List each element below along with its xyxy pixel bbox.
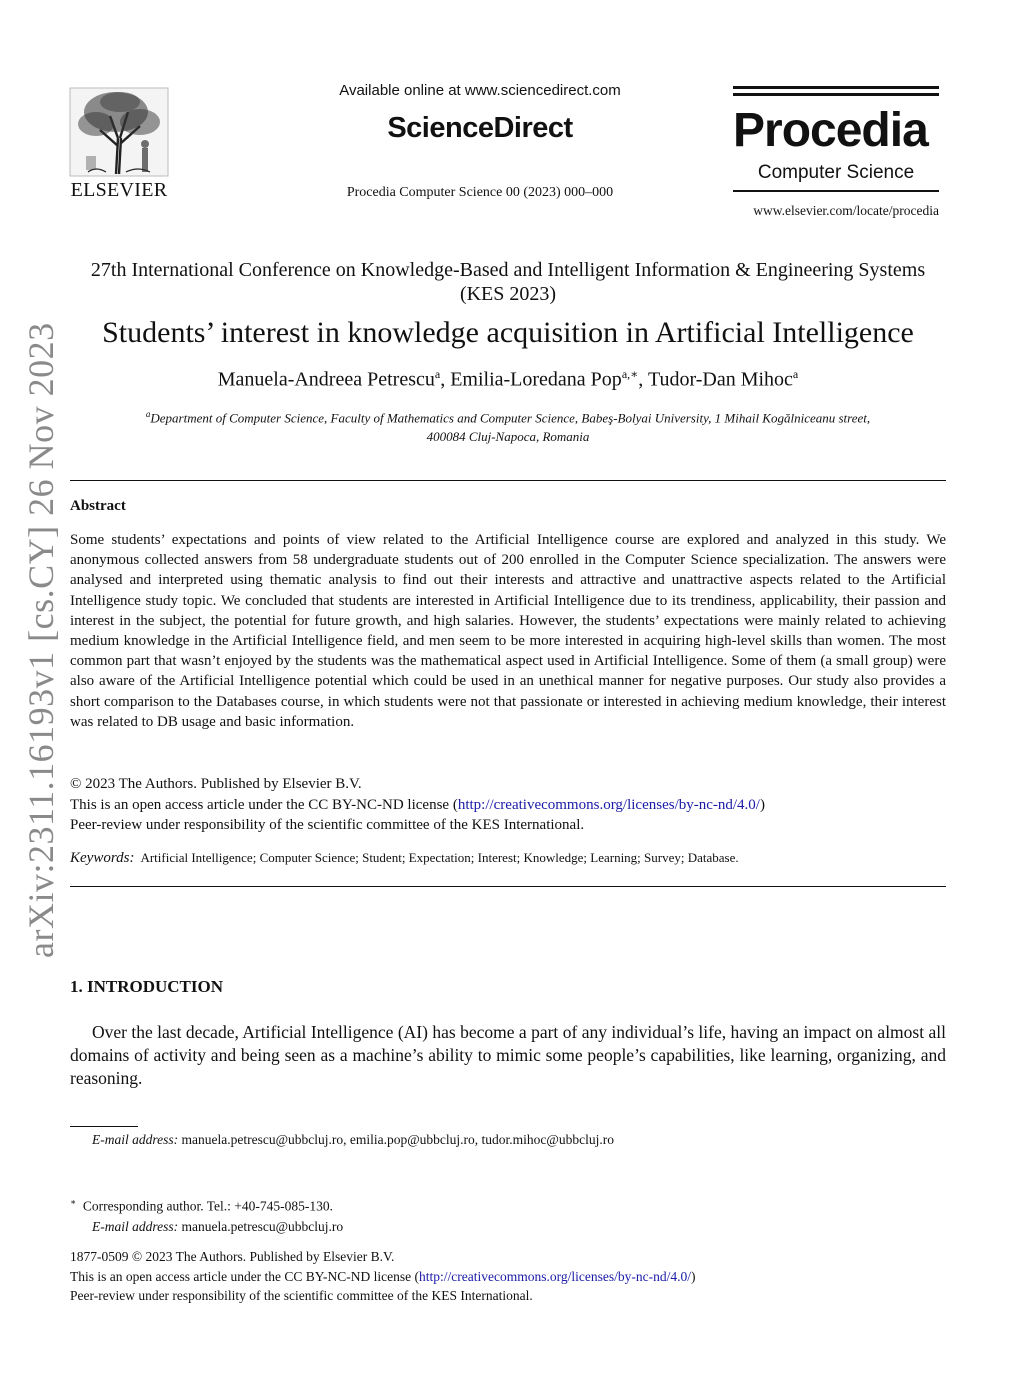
author-affil-mark: a (792, 367, 799, 381)
footer-peer-review: Peer-review under responsibility of the scientific committee of the KES International. (70, 1288, 533, 1303)
footer-license-prefix: This is an open access article under the CC BY-NC-ND license ( (70, 1268, 420, 1284)
procedia-logo (733, 86, 939, 196)
corresponding-mark: ∗ (70, 1197, 77, 1207)
author-separator: , (440, 368, 451, 391)
keywords (70, 850, 946, 867)
license-line (70, 795, 946, 816)
affiliation-mark: a (145, 409, 151, 419)
introduction-text: Over the last decade, Artificial Intelligence (AI) has become a part of any individual’s life, having an impact on almost all domains of activity and being seen as a machine’s ability to mimic some people’s capabilities, like learning, organizing, and reasoning. (70, 1022, 946, 1088)
introduction-heading: 1. INTRODUCTION (70, 977, 224, 996)
license-prefix: This is an open access article under the CC BY-NC-ND license ( (70, 796, 458, 813)
author-name: Tudor-Dan Mihoc (647, 368, 793, 391)
author-name: Manuela-Andreea Petrescu (217, 368, 435, 391)
author-list (70, 367, 946, 392)
footnote-rule (70, 1126, 138, 1127)
email-list: manuela.petrescu@ubbcluj.ro, emilia.pop@ubbcluj.ro, tudor.mihoc@ubbcluj.ro (181, 1132, 614, 1147)
license-suffix: ) (759, 796, 765, 813)
footer-license-link[interactable]: http://creativecommons.org/licenses/by-nc-nd/4.0/ (419, 1268, 691, 1284)
procedia-rule-top (733, 86, 939, 89)
issn-license-block (70, 1247, 695, 1306)
keywords-text: Artificial Intelligence; Computer Science; Student; Expectation; Interest; Knowledge; Learning; Survey; Database. (140, 850, 739, 865)
author-affil-mark: a (434, 367, 441, 381)
author-name: Emilia-Loredana Pop (450, 368, 622, 391)
procedia-rule-bottom (733, 190, 939, 192)
author-separator: , (638, 368, 648, 391)
peer-review-line: Peer-review under responsibility of the scientific committee of the KES International. (70, 817, 585, 833)
divider-top (70, 480, 946, 481)
abstract-text: Some students’ expectations and points of view related to the Artificial Intelligence course are explored and analyzed in this study. We anonymous collected answers from 58 undergraduate students out of 200 enrolled in the Computer Science specialization. The answers were analysed and interpreted using thematic analysis to find out their interests and attractive and unattractive aspects related to the Artificial Intelligence study topic. We concluded that students are interested in Artificial Intelligence due to its trendiness, applicability, their passion and interest in the subject, the potential for future growth, and high salaries. However, the students’ expectations were mainly related to achieving medium knowledge in the Artificial Intelligence field, and men seem to be more interested in acquiring high-level skills than women. The most common part that wasn’t enjoyed by the students was the mathematical aspect used in Artificial Intelligence. Some of them (a small group) were also aware of the Artificial Intelligence potential which could be used in an unethical manner for negative purposes. Our study also provides a short comparison to the Databases course, in which students were not that passionate or interested in achieving medium knowledge, their interest was related to DB usage and basic information. (70, 532, 946, 730)
affiliation (70, 405, 946, 446)
procedia-url[interactable]: www.elsevier.com/locate/procedia (753, 203, 939, 218)
footer-license-line (70, 1267, 695, 1287)
issn-line: 1877-0509 © 2023 The Authors. Published by Elsevier B.V. (70, 1249, 395, 1264)
conference-name: 27th International Conference on Knowledge-Based and Intelligent Information & Engineering Systems (KES 2023) (90, 259, 926, 305)
keywords-label: Keywords: (70, 850, 135, 866)
license-link[interactable]: http://creativecommons.org/licenses/by-nc-nd/4.0/ (457, 796, 760, 813)
procedia-subtitle: Computer Science (757, 162, 915, 183)
affiliation-line-2: 400084 Cluj-Napoca, Romania (426, 429, 590, 445)
copyright-block (70, 774, 946, 836)
corresponding-email: manuela.petrescu@ubbcluj.ro (181, 1218, 344, 1234)
journal-reference: Procedia Computer Science 00 (2023) 000–000 (346, 185, 614, 200)
paper-title: Students’ interest in knowledge acquisition in Artificial Intelligence (102, 316, 914, 349)
footer-license-suffix: ) (690, 1268, 696, 1284)
email-label: E-mail address: (92, 1132, 179, 1147)
corresponding-email-label: E-mail address: (92, 1218, 179, 1234)
corresponding-text: Corresponding author. Tel.: +40-745-085-130. (82, 1198, 334, 1214)
author-affil-mark: a,∗ (621, 367, 639, 381)
available-online-text: Available online at www.sciencedirect.com (339, 82, 621, 99)
divider-bottom (70, 886, 946, 887)
corresponding-author-footnote (70, 1192, 343, 1237)
elsevier-wordmark: ELSEVIER (70, 179, 168, 201)
sciencedirect-logo: ScienceDirect (387, 112, 573, 144)
copyright-line: © 2023 The Authors. Published by Elsevier B.V. (70, 776, 362, 792)
procedia-rule-top-2 (733, 93, 939, 96)
procedia-title: Procedia (733, 104, 928, 157)
abstract-heading: Abstract (70, 498, 126, 514)
arxiv-stamp: arXiv:2311.16193v1 [cs.CY] 26 Nov 2023 (21, 322, 61, 958)
affiliation-line-1: Department of Computer Science, Faculty of Mathematics and Computer Science, Babeş-Bolyai University, 1 Mihail Kogălniceanu street, (150, 410, 871, 426)
footnote-emails (92, 1132, 614, 1148)
